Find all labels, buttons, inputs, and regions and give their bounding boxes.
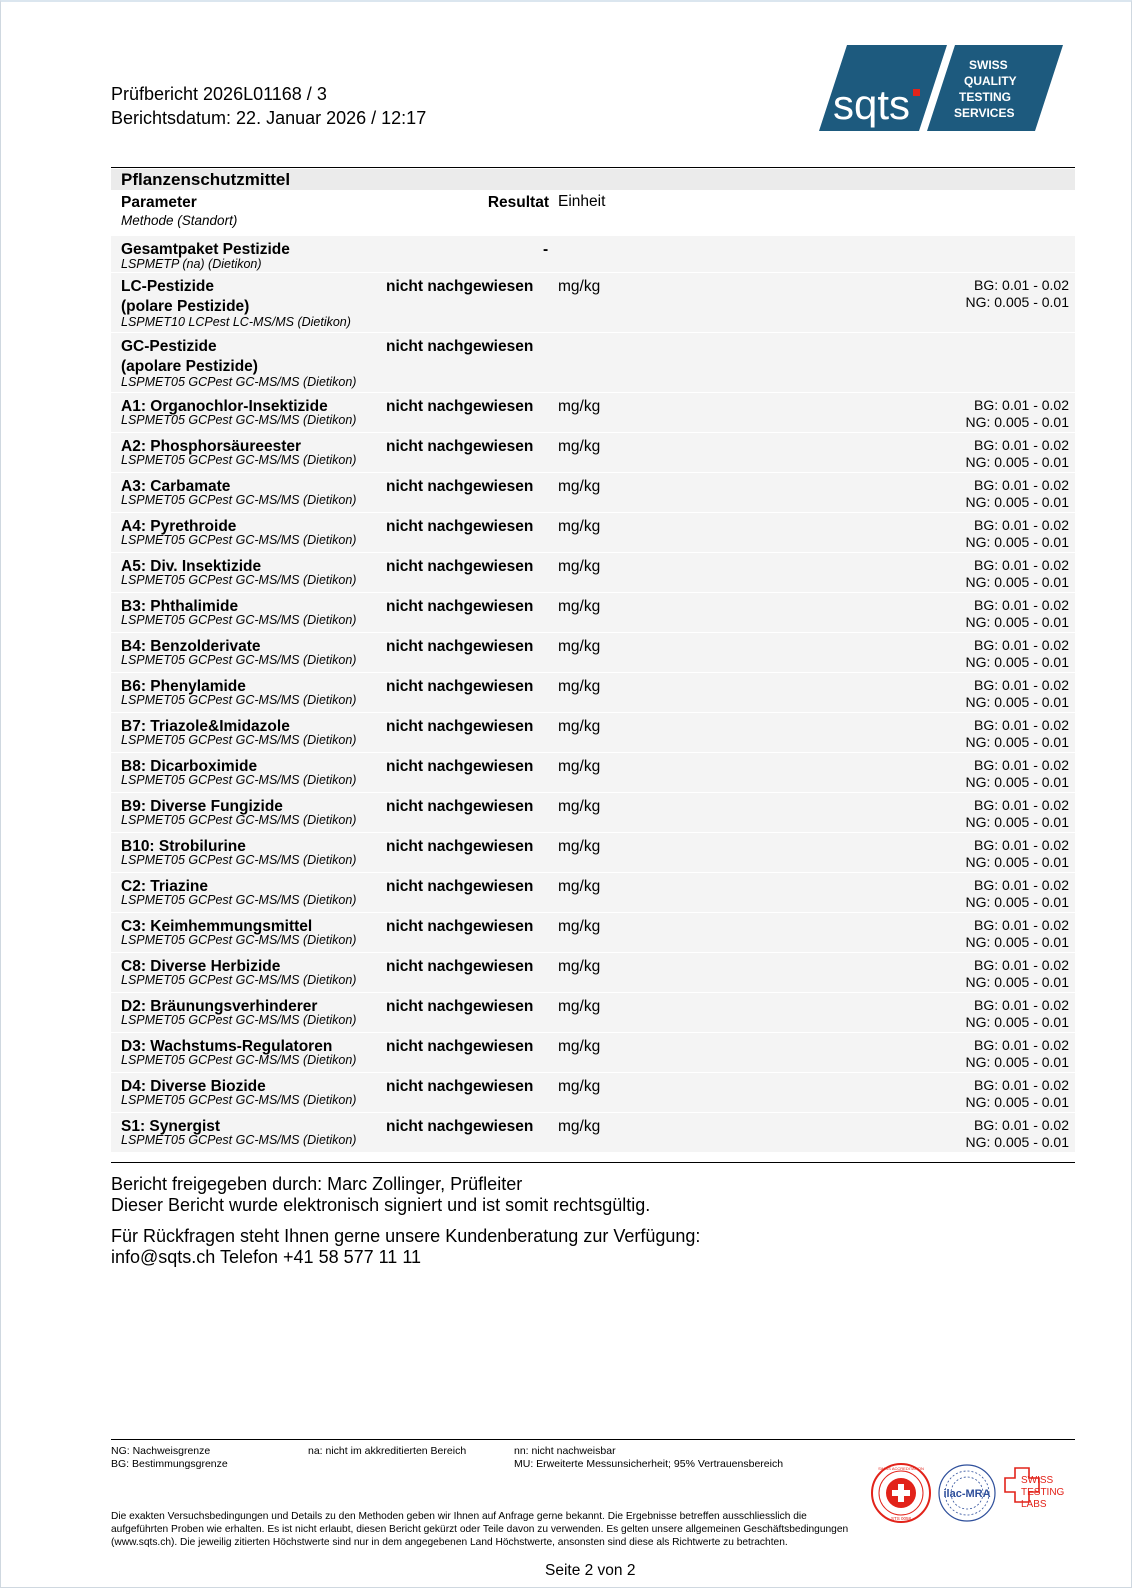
limit-ng: NG: 0.005 - 0.01 <box>965 414 1069 430</box>
limits <box>965 1077 1069 1111</box>
limits <box>965 397 1069 431</box>
unit-value: mg/kg <box>558 398 601 415</box>
table-row <box>111 332 1075 392</box>
page-number: Seite 2 von 2 <box>545 1562 636 1579</box>
col-parameter: Parameter <box>121 194 197 211</box>
disclaimer: Die exakten Versuchsbedingungen und Details zu den Methoden geben wir Ihnen auf Anfrage gerne bekannt. Die Ergebnisse betreffen ausschliesslich die aufgeführten Proben wie erhalten. Es ist nicht erlaubt, diesen Bericht gekürzt oder Teile davon zu verwenden. Es gelten unsere allgemeinen Geschäftsbedingungen (www.sqts.ch). Die jeweilig zitierten Höchstwerte sind nur in dem angegebenen Land Höchstwerte, ansonsten sind diese als Richtwerte zu betrachten. <box>111 1511 849 1548</box>
table-row <box>111 1112 1075 1152</box>
limits <box>965 837 1069 871</box>
result-value: nicht nachgewiesen <box>386 398 534 415</box>
section-title: Pflanzenschutzmittel <box>111 169 1075 190</box>
limits <box>965 877 1069 911</box>
limit-ng: NG: 0.005 - 0.01 <box>965 1054 1069 1070</box>
limit-ng: NG: 0.005 - 0.01 <box>965 734 1069 750</box>
table-row <box>111 712 1075 752</box>
table-row <box>111 512 1075 552</box>
table-row <box>111 912 1075 952</box>
limit-ng: NG: 0.005 - 0.01 <box>965 534 1069 550</box>
parameter-method: LSPMET05 GCPest GC-MS/MS (Dietikon) <box>121 693 357 707</box>
parameter-name: A4: Pyrethroide <box>121 518 237 535</box>
limit-ng: NG: 0.005 - 0.01 <box>965 894 1069 910</box>
results-table <box>111 235 1075 1152</box>
result-value: nicht nachgewiesen <box>386 1118 534 1135</box>
unit-value: mg/kg <box>558 958 601 975</box>
parameter-name: C8: Diverse Herbizide <box>121 958 281 975</box>
legend-mu: MU: Erweiterte Messunsicherheit; 95% Vertrauensbereich <box>514 1458 784 1470</box>
sqts-logo <box>819 45 1071 133</box>
unit-value: mg/kg <box>558 1078 601 1095</box>
released-by: Bericht freigegeben durch: Marc Zollinger, Prüfleiter <box>111 1174 523 1194</box>
parameter-name: A2: Phosphorsäureester <box>121 438 302 455</box>
table-row <box>111 432 1075 472</box>
limit-bg: BG: 0.01 - 0.02 <box>974 877 1069 893</box>
limit-ng: NG: 0.005 - 0.01 <box>965 814 1069 830</box>
legend-bg: BG: Bestimmungsgrenze <box>111 1458 228 1470</box>
limits <box>965 477 1069 511</box>
limit-bg: BG: 0.01 - 0.02 <box>974 1037 1069 1053</box>
limit-ng: NG: 0.005 - 0.01 <box>965 654 1069 670</box>
table-row <box>111 1032 1075 1072</box>
limits <box>965 557 1069 591</box>
svg-text:QUALITY: QUALITY <box>964 74 1017 88</box>
parameter-name: GC-Pestizide (apolare Pestizide) <box>121 338 258 375</box>
limit-ng: NG: 0.005 - 0.01 <box>965 934 1069 950</box>
table-row <box>111 872 1075 912</box>
result-value: nicht nachgewiesen <box>386 798 534 815</box>
unit-value: mg/kg <box>558 718 601 735</box>
ilac-mra-mark <box>939 1465 995 1521</box>
result-value: nicht nachgewiesen <box>386 1078 534 1095</box>
table-end-rule <box>111 1162 1075 1163</box>
limit-bg: BG: 0.01 - 0.02 <box>974 757 1069 773</box>
unit-value: mg/kg <box>558 678 601 695</box>
parameter-method: LSPMET05 GCPest GC-MS/MS (Dietikon) <box>121 413 357 427</box>
result-value: nicht nachgewiesen <box>386 558 534 575</box>
limit-ng: NG: 0.005 - 0.01 <box>965 574 1069 590</box>
limit-ng: NG: 0.005 - 0.01 <box>965 1134 1069 1150</box>
parameter-name: B9: Diverse Fungizide <box>121 798 283 815</box>
unit-value: mg/kg <box>558 278 601 295</box>
result-value: nicht nachgewiesen <box>386 278 534 295</box>
unit-value: mg/kg <box>558 558 601 575</box>
table-row <box>111 672 1075 712</box>
svg-text:SWISS: SWISS <box>1021 1475 1054 1486</box>
signature-note: Dieser Bericht wurde elektronisch signiert und ist somit rechtsgültig. <box>111 1195 651 1215</box>
result-value: nicht nachgewiesen <box>386 758 534 775</box>
parameter-method: LSPMETP (na) (Dietikon) <box>121 257 262 271</box>
contact-note: Für Rückfragen steht Ihnen gerne unsere Kundenberatung zur Verfügung: <box>111 1226 701 1246</box>
limits <box>965 637 1069 671</box>
limits <box>965 1117 1069 1151</box>
parameter-method: LSPMET05 GCPest GC-MS/MS (Dietikon) <box>121 375 357 389</box>
parameter-method: LSPMET05 GCPest GC-MS/MS (Dietikon) <box>121 1133 357 1147</box>
accreditation-badges <box>871 1460 1071 1526</box>
limit-bg: BG: 0.01 - 0.02 <box>974 437 1069 453</box>
parameter-name: B6: Phenylamide <box>121 678 246 695</box>
limit-bg: BG: 0.01 - 0.02 <box>974 517 1069 533</box>
parameter-method: LSPMET05 GCPest GC-MS/MS (Dietikon) <box>121 973 357 987</box>
parameter-method: LSPMET05 GCPest GC-MS/MS (Dietikon) <box>121 733 357 747</box>
svg-text:ilac-MRA: ilac-MRA <box>943 1488 991 1500</box>
limit-ng: NG: 0.005 - 0.01 <box>965 454 1069 470</box>
parameter-name: B10: Strobilurine <box>121 838 246 855</box>
parameter-method: LSPMET05 GCPest GC-MS/MS (Dietikon) <box>121 533 357 547</box>
parameter-name: C3: Keimhemmungsmittel <box>121 918 313 935</box>
svg-text:STS 0058: STS 0058 <box>890 1516 912 1521</box>
parameter-name: D3: Wachstums-Regulatoren <box>121 1038 333 1055</box>
contact-block <box>111 1226 700 1268</box>
limits <box>965 597 1069 631</box>
parameter-method: LSPMET05 GCPest GC-MS/MS (Dietikon) <box>121 893 357 907</box>
limit-bg: BG: 0.01 - 0.02 <box>974 917 1069 933</box>
unit-value: mg/kg <box>558 758 601 775</box>
unit-value: mg/kg <box>558 518 601 535</box>
unit-value: mg/kg <box>558 838 601 855</box>
unit-value: mg/kg <box>558 438 601 455</box>
parameter-method: LSPMET05 GCPest GC-MS/MS (Dietikon) <box>121 853 357 867</box>
result-value: nicht nachgewiesen <box>386 958 534 975</box>
parameter-name: Gesamtpaket Pestizide <box>121 241 290 258</box>
result-value: nicht nachgewiesen <box>386 718 534 735</box>
report-header <box>111 82 426 130</box>
parameter-method: LSPMET05 GCPest GC-MS/MS (Dietikon) <box>121 573 357 587</box>
result-value: nicht nachgewiesen <box>386 338 534 355</box>
svg-text:TESTING: TESTING <box>959 90 1012 104</box>
limit-bg: BG: 0.01 - 0.02 <box>974 637 1069 653</box>
result-value: nicht nachgewiesen <box>386 1038 534 1055</box>
limit-ng: NG: 0.005 - 0.01 <box>965 1014 1069 1030</box>
parameter-name: B8: Dicarboximide <box>121 758 258 775</box>
table-row <box>111 272 1075 332</box>
limits <box>965 517 1069 551</box>
table-row <box>111 752 1075 792</box>
table-row <box>111 392 1075 432</box>
table-row <box>111 592 1075 632</box>
contact-details: info@sqts.ch Telefon +41 58 577 11 11 <box>111 1247 421 1267</box>
column-header <box>111 192 1075 234</box>
limit-bg: BG: 0.01 - 0.02 <box>974 717 1069 733</box>
result-value: nicht nachgewiesen <box>386 878 534 895</box>
legend-left <box>111 1445 228 1471</box>
limits <box>965 997 1069 1031</box>
unit-value: mg/kg <box>558 598 601 615</box>
svg-text:LABS: LABS <box>1021 1499 1047 1510</box>
limit-bg: BG: 0.01 - 0.02 <box>974 1117 1069 1133</box>
limits <box>965 717 1069 751</box>
result-value: nicht nachgewiesen <box>386 518 534 535</box>
limit-bg: BG: 0.01 - 0.02 <box>974 957 1069 973</box>
limits <box>965 437 1069 471</box>
result-value: nicht nachgewiesen <box>386 478 534 495</box>
col-result: Resultat <box>487 194 549 211</box>
svg-text:SERVICES: SERVICES <box>954 106 1015 120</box>
limit-ng: NG: 0.005 - 0.01 <box>965 774 1069 790</box>
parameter-name: S1: Synergist <box>121 1118 221 1135</box>
parameter-method: LSPMET05 GCPest GC-MS/MS (Dietikon) <box>121 453 357 467</box>
table-row <box>111 792 1075 832</box>
table-row <box>111 992 1075 1032</box>
table-row <box>111 552 1075 592</box>
release-block <box>111 1174 650 1216</box>
unit-value: mg/kg <box>558 798 601 815</box>
table-row <box>111 832 1075 872</box>
unit-value: mg/kg <box>558 918 601 935</box>
result-value: nicht nachgewiesen <box>386 598 534 615</box>
limit-bg: BG: 0.01 - 0.02 <box>974 797 1069 813</box>
legend-nn: nn: nicht nachweisbar <box>514 1445 616 1457</box>
parameter-method: LSPMET05 GCPest GC-MS/MS (Dietikon) <box>121 1013 357 1027</box>
svg-text:TESTING: TESTING <box>1021 1487 1065 1498</box>
parameter-method: LSPMET10 LCPest LC-MS/MS (Dietikon) <box>121 315 351 329</box>
unit-value: mg/kg <box>558 878 601 895</box>
parameter-method: LSPMET05 GCPest GC-MS/MS (Dietikon) <box>121 1093 357 1107</box>
limit-bg: BG: 0.01 - 0.02 <box>974 677 1069 693</box>
result-value: nicht nachgewiesen <box>386 998 534 1015</box>
unit-value: mg/kg <box>558 638 601 655</box>
parameter-method: LSPMET05 GCPest GC-MS/MS (Dietikon) <box>121 653 357 667</box>
limits <box>965 797 1069 831</box>
limits <box>965 277 1069 311</box>
svg-text:SWISS ACCREDITATION: SWISS ACCREDITATION <box>878 1466 924 1471</box>
parameter-method: LSPMET05 GCPest GC-MS/MS (Dietikon) <box>121 1053 357 1067</box>
parameter-name: B3: Phthalimide <box>121 598 239 615</box>
parameter-name: B7: Triazole&Imidazole <box>121 718 290 735</box>
svg-text:SWISS: SWISS <box>969 58 1008 72</box>
col-unit: Einheit <box>558 193 606 210</box>
swiss-testing-labs-logo <box>1005 1468 1065 1510</box>
limit-bg: BG: 0.01 - 0.02 <box>974 997 1069 1013</box>
limit-ng: NG: 0.005 - 0.01 <box>965 854 1069 870</box>
limit-bg: BG: 0.01 - 0.02 <box>974 277 1069 293</box>
result-value: nicht nachgewiesen <box>386 918 534 935</box>
limit-bg: BG: 0.01 - 0.02 <box>974 557 1069 573</box>
result-value: nicht nachgewiesen <box>386 438 534 455</box>
result-value: nicht nachgewiesen <box>386 838 534 855</box>
parameter-method: LSPMET05 GCPest GC-MS/MS (Dietikon) <box>121 613 357 627</box>
limit-ng: NG: 0.005 - 0.01 <box>965 614 1069 630</box>
limits <box>965 757 1069 791</box>
result-value: - <box>543 241 549 258</box>
parameter-name: A5: Div. Insektizide <box>121 558 262 575</box>
top-rule <box>111 167 1075 168</box>
parameter-name: D4: Diverse Biozide <box>121 1078 266 1095</box>
limit-ng: NG: 0.005 - 0.01 <box>965 494 1069 510</box>
limit-ng: NG: 0.005 - 0.01 <box>965 294 1069 310</box>
report-number: Prüfbericht 2026L01168 / 3 <box>111 84 327 104</box>
parameter-method: LSPMET05 GCPest GC-MS/MS (Dietikon) <box>121 813 357 827</box>
limits <box>965 1037 1069 1071</box>
unit-value: mg/kg <box>558 998 601 1015</box>
limit-bg: BG: 0.01 - 0.02 <box>974 477 1069 493</box>
parameter-name: C2: Triazine <box>121 878 208 895</box>
unit-value: mg/kg <box>558 478 601 495</box>
limit-ng: NG: 0.005 - 0.01 <box>965 1094 1069 1110</box>
unit-value: mg/kg <box>558 1118 601 1135</box>
limits <box>965 917 1069 951</box>
limit-bg: BG: 0.01 - 0.02 <box>974 837 1069 853</box>
limit-bg: BG: 0.01 - 0.02 <box>974 597 1069 613</box>
parameter-name: LC-Pestizide (polare Pestizide) <box>121 278 250 315</box>
limit-ng: NG: 0.005 - 0.01 <box>965 974 1069 990</box>
parameter-method: LSPMET05 GCPest GC-MS/MS (Dietikon) <box>121 773 357 787</box>
parameter-name: A3: Carbamate <box>121 478 231 495</box>
legend-right <box>514 1445 783 1471</box>
parameter-method: LSPMET05 GCPest GC-MS/MS (Dietikon) <box>121 493 357 507</box>
parameter-name: D2: Bräunungsverhinderer <box>121 998 318 1015</box>
report-date: Berichtsdatum: 22. Januar 2026 / 12:17 <box>111 108 427 128</box>
limit-ng: NG: 0.005 - 0.01 <box>965 694 1069 710</box>
legend-ng: NG: Nachweisgrenze <box>111 1445 211 1457</box>
parameter-method: LSPMET05 GCPest GC-MS/MS (Dietikon) <box>121 933 357 947</box>
logo-wordmark: sqts <box>833 81 911 128</box>
limits <box>965 677 1069 711</box>
limits <box>965 957 1069 991</box>
unit-value: mg/kg <box>558 1038 601 1055</box>
parameter-name: A1: Organochlor-Insektizide <box>121 398 328 415</box>
result-value: nicht nachgewiesen <box>386 638 534 655</box>
result-value: nicht nachgewiesen <box>386 678 534 695</box>
col-method: Methode (Standort) <box>121 213 238 228</box>
table-row <box>111 472 1075 512</box>
limit-bg: BG: 0.01 - 0.02 <box>974 397 1069 413</box>
limit-bg: BG: 0.01 - 0.02 <box>974 1077 1069 1093</box>
footer-rule <box>111 1439 1075 1440</box>
table-row <box>111 952 1075 992</box>
swiss-accreditation-seal <box>872 1464 930 1522</box>
table-row <box>111 1072 1075 1112</box>
legend-na: na: nicht im akkreditierten Bereich <box>308 1445 467 1457</box>
table-row <box>111 235 1075 272</box>
table-row <box>111 632 1075 672</box>
parameter-name: B4: Benzolderivate <box>121 638 261 655</box>
